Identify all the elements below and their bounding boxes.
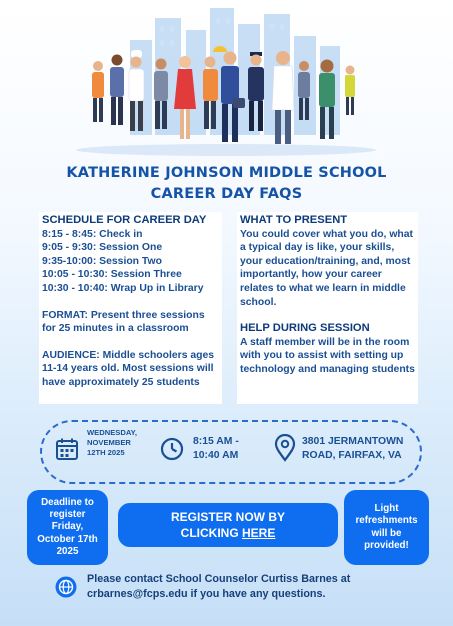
registration-deadline-badge: [27, 490, 108, 565]
schedule-item: 9:05 - 9:30: Session One: [42, 242, 163, 254]
calendar-icon: [55, 437, 79, 461]
deadline-line: Friday,: [51, 521, 84, 533]
globe-icon: [55, 576, 77, 598]
event-location-line: 3801 JERMANTOWN: [302, 436, 404, 447]
contact-email-line: crbarnes@fcps.edu if you have any questions.: [87, 587, 326, 600]
event-time-line: 8:15 AM -: [193, 436, 239, 447]
contact-line: Please contact School Counselor Curtiss Barnes at: [87, 573, 351, 585]
schedule-item: 10:30 - 10:40: Wrap Up in Library: [42, 282, 204, 294]
event-title-heading: CAREER DAY FAQS: [150, 186, 303, 202]
event-time-line: 10:40 AM: [193, 450, 239, 461]
what-to-present-heading: WHAT TO PRESENT: [240, 214, 348, 226]
register-now-button[interactable]: [118, 503, 338, 547]
event-date: [87, 428, 137, 459]
help-during-session-heading: HELP DURING SESSION: [240, 322, 370, 335]
refreshments-line: refreshments: [355, 515, 418, 527]
event-time: [193, 435, 239, 463]
school-name-heading: KATHERINE JOHNSON MIDDLE SCHOOL: [66, 165, 387, 181]
schedule-item: 8:15 - 8:45: Check in: [42, 228, 143, 240]
deadline-line: 2025: [56, 545, 79, 557]
format-text: FORMAT: Present three sessions for 25 minutes in a classroom: [42, 309, 205, 335]
event-location-line: ROAD, FAIRFAX, VA: [302, 450, 402, 461]
event-location: [302, 435, 403, 463]
clock-icon: [160, 437, 184, 461]
help-during-session-body: A staff member will be in the room with you to assist with setting up technology and managing students: [240, 336, 415, 375]
refreshments-line: will be: [371, 527, 402, 539]
location-pin-icon: [274, 434, 296, 462]
refreshments-line: provided!: [364, 539, 409, 551]
contact-info: [87, 572, 417, 601]
deadline-line: register: [49, 509, 86, 521]
schedule-panel: [39, 212, 222, 404]
schedule-item: 9:35-10:00: Session Two: [42, 255, 162, 267]
schedule-item: 10:05 - 10:30: Session Three: [42, 269, 182, 281]
deadline-line: Deadline to: [41, 496, 94, 508]
deadline-line: October 17th: [37, 533, 98, 545]
event-date-line: 12TH 2025: [87, 448, 125, 458]
refreshments-badge: [344, 490, 429, 565]
career-professionals-illustration: [0, 0, 453, 160]
event-date-line: NOVEMBER: [87, 438, 131, 448]
presenter-info-panel: [237, 212, 418, 404]
register-button-prefix: CLICKING: [180, 526, 242, 540]
register-button-label-line2: [181, 525, 276, 541]
audience-text: AUDIENCE: Middle schoolers ages 11-14 years old. Most sessions will have approximately 25 students: [42, 349, 215, 388]
refreshments-line: Light: [374, 503, 399, 515]
event-date-line: WEDNESDAY,: [87, 428, 137, 437]
register-button-label: REGISTER NOW BY: [170, 510, 285, 524]
what-to-present-body: You could cover what you do, what a typical day is like, your skills, your education/training, and, most importantly, how your career relates to what we learn in middle school.: [240, 228, 413, 308]
register-here-link[interactable]: HERE: [242, 526, 276, 540]
schedule-heading: SCHEDULE FOR CAREER DAY: [42, 214, 207, 226]
